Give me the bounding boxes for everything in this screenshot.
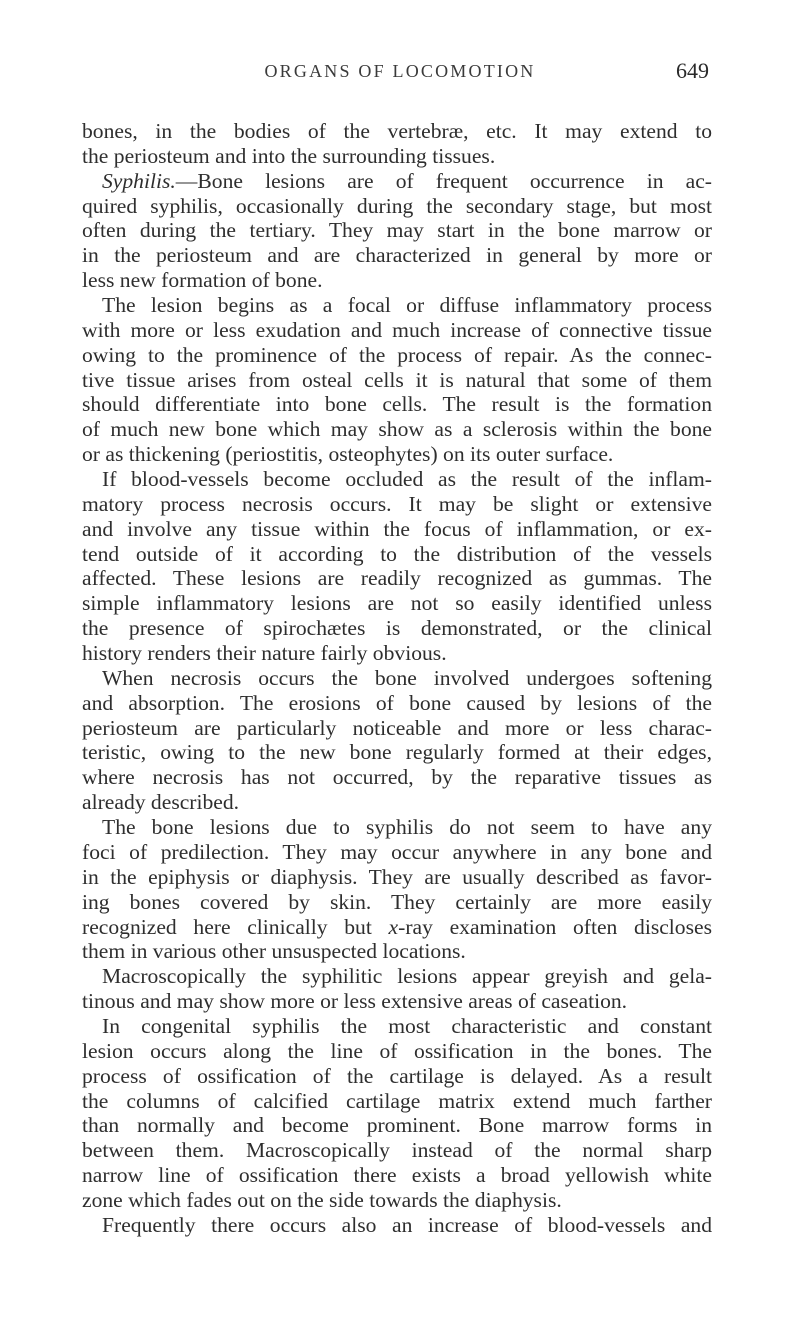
text-line: tinous and may show more or less extensive areas of caseation.	[82, 989, 628, 1014]
text-line: of much new bone which may show as a sclerosis within the bone	[82, 417, 712, 442]
text-line: narrow line of ossification there exists a broad yellowish white	[82, 1163, 712, 1188]
text-line: affected. These lesions are readily recognized as gummas. The	[82, 566, 712, 591]
text-line: lesion occurs along the line of ossification in the bones. The	[82, 1038, 712, 1063]
text-line: Frequently there occurs also an increase of blood-vessels and	[102, 1212, 712, 1237]
text-line: When necrosis occurs the bone involved undergoes softening	[102, 665, 712, 690]
text-line: Macroscopically the syphilitic lesions appear greyish and gela-	[102, 964, 712, 989]
text-line: often during the tertiary. They may start in the bone marrow or	[82, 218, 712, 243]
page-number: 649	[676, 58, 709, 83]
running-head	[0, 58, 800, 84]
text-line: with more or less exudation and much increase of connective tissue	[82, 317, 712, 342]
text-line: and involve any tissue within the focus of inflammation, or ex-	[82, 516, 712, 541]
text-line: or as thickening (periostitis, osteophytes) on its outer surface.	[82, 442, 614, 467]
text-line: owing to the prominence of the process of repair. As the connec-	[82, 342, 712, 367]
text-line: In congenital syphilis the most characteristic and constant	[102, 1013, 712, 1038]
text-line: than normally and become prominent. Bone marrow forms in	[82, 1113, 712, 1138]
text-line: Syphilis.—Bone lesions are of frequent occurrence in ac-	[102, 168, 712, 193]
text-line: where necrosis has not occurred, by the reparative tissues as	[82, 765, 712, 790]
text-line: tend outside of it according to the distribution of the vessels	[82, 541, 712, 566]
x-ray-italic: x	[388, 914, 399, 939]
text-line: The lesion begins as a focal or diffuse inflammatory process	[102, 293, 712, 318]
text-line: history renders their nature fairly obvious.	[82, 641, 447, 666]
text-line: already described.	[82, 790, 240, 815]
text-line: simple inflammatory lesions are not so easily identified unless	[82, 591, 712, 616]
section-heading-syphilis: Syphilis.	[102, 168, 176, 193]
text-line: the columns of calcified cartilage matrix extend much farther	[82, 1088, 712, 1113]
text-line: less new formation of bone.	[82, 268, 323, 293]
text-line: in the epiphysis or diaphysis. They are usually described as favor-	[82, 864, 712, 889]
text-line: zone which fades out on the side towards the diaphysis.	[82, 1187, 562, 1212]
text-line: should differentiate into bone cells. The result is the formation	[82, 392, 712, 417]
text-line: them in various other unsuspected locations.	[82, 939, 466, 964]
text-line: between them. Macroscopically instead of the normal sharp	[82, 1138, 712, 1163]
text-line: foci of predilection. They may occur anywhere in any bone and	[82, 839, 712, 864]
text-line: teristic, owing to the new bone regularly formed at their edges,	[82, 740, 712, 765]
text-line: and absorption. The erosions of bone caused by lesions of the	[82, 690, 712, 715]
text-line: process of ossification of the cartilage is delayed. As a result	[82, 1063, 712, 1088]
text-line: periosteum are particularly noticeable and more or less charac-	[82, 715, 712, 740]
text-line: the presence of spirochætes is demonstrated, or the clinical	[82, 616, 712, 641]
body-text	[82, 119, 712, 1238]
text-line: matory process necrosis occurs. It may be slight or extensive	[82, 491, 712, 516]
text-line: The bone lesions due to syphilis do not seem to have any	[102, 815, 712, 840]
text-line: tive tissue arises from osteal cells it is natural that some of them	[82, 367, 712, 392]
text-line: recognized here clinically but x-ray examination often discloses	[82, 914, 712, 939]
text-line: the periosteum and into the surrounding tissues.	[82, 143, 496, 168]
text-line: quired syphilis, occasionally during the secondary stage, but most	[82, 193, 712, 218]
text-line: ing bones covered by skin. They certainly are more easily	[82, 889, 712, 914]
text-line: in the periosteum and are characterized in general by more or	[82, 243, 712, 268]
running-title: ORGANS OF LOCOMOTION	[264, 61, 536, 81]
text-line: If blood-vessels become occluded as the result of the inflam-	[102, 467, 712, 492]
text-line: bones, in the bodies of the vertebræ, etc. It may extend to	[82, 119, 712, 143]
